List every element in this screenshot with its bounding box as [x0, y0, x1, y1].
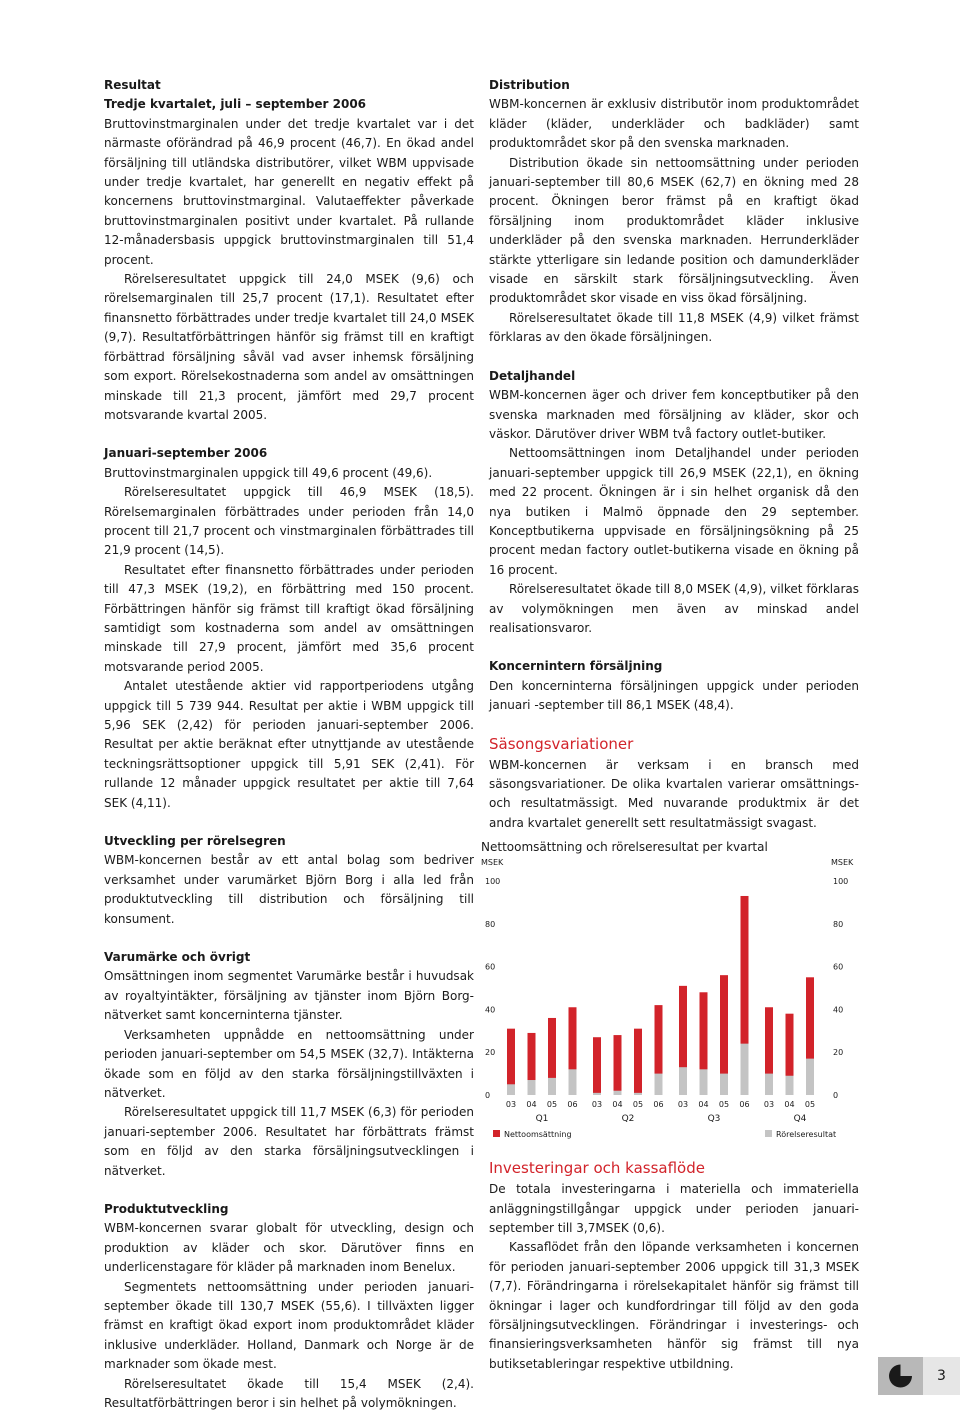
bar-rorelseresultat — [720, 1074, 728, 1095]
x-tick-year: 06 — [653, 1100, 664, 1110]
utveckling-heading: Utveckling per rörelsegren — [104, 834, 286, 849]
chart-svg — [481, 855, 861, 1140]
x-tick-quarter: Q3 — [707, 1114, 721, 1125]
y-axis-label-right: MSEK — [831, 858, 854, 868]
y-axis-label-left: MSEK — [481, 858, 504, 868]
legend-label-rorelseresultat: Rörelseresultat — [776, 1130, 837, 1140]
x-tick-year: 05 — [718, 1100, 730, 1110]
right-column — [481, 76, 859, 1374]
y-tick-left: 20 — [485, 1048, 496, 1058]
jan-sep-heading: Januari-september 2006 — [104, 446, 268, 461]
investeringar-heading: Investeringar och kassaflöde — [489, 1159, 705, 1178]
bar-rorelseresultat — [614, 1091, 622, 1095]
y-tick-left: 0 — [485, 1091, 491, 1101]
x-tick-year: 03 — [677, 1100, 689, 1110]
x-tick-year: 04 — [698, 1100, 709, 1110]
koncernintern-paragraph: Den koncerninterna försäljningen uppgick under perioden januari -september till 86,1 MSEK (48,4). — [489, 678, 859, 713]
bar-rorelseresultat — [569, 1070, 577, 1096]
produktutveckling-paragraph-3: Rörelseresultatet ökade till 15,4 MSEK (2,4). Resultatförbättringen beror i sin helhet på volymökningen. — [104, 1376, 474, 1410]
quarterly-chart — [481, 839, 859, 1140]
bar-rorelseresultat — [679, 1067, 687, 1095]
investeringar-paragraph-2: Kassaflödet från den löpande verksamheten i koncernen för perioden januari-september 2006 uppgick till 31,3 MSEK (7,7). Förändringarna i rörelsekapitalet hänför sig främst till ökningar i lager och kundfordringar till följd av den goda försäljningsutvecklingen. Förändringar i investerings- och finansieringsverksamheten hänför sig främst till nya butiksetableringar respektive utbildning. — [489, 1240, 859, 1371]
detaljhandel-paragraph-3: Rörelseresultatet ökade till 8,0 MSEK (4,9), vilket förklaras av volymökningen men även av minskad andel realisationsvaror. — [489, 582, 859, 635]
detaljhandel-heading: Detaljhandel — [489, 368, 576, 383]
distribution-paragraph-3: Rörelseresultatet ökade till 11,8 MSEK (4,9) vilket främst förklaras av den ökade försäljningen. — [489, 310, 859, 345]
x-tick-year: 05 — [546, 1100, 558, 1110]
y-tick-right: 100 — [833, 877, 849, 887]
y-tick-right: 80 — [833, 920, 844, 930]
varumarke-paragraph-2: Verksamheten uppnådde en nettoomsättning under perioden januari-september om 54,5 MSEK (32,7). Intäkterna ökade som en följd av den starka försäljningstillväxten i nätverket. — [104, 1027, 474, 1100]
y-tick-left: 40 — [485, 1005, 496, 1015]
x-tick-quarter: Q2 — [621, 1114, 635, 1125]
q3-heading: Tredje kvartalet, juli – september 2006 — [104, 97, 367, 112]
x-tick-quarter: Q1 — [535, 1114, 549, 1125]
bar-rorelseresultat — [634, 1093, 642, 1095]
bar-rorelseresultat — [507, 1085, 515, 1096]
bar-rorelseresultat — [593, 1093, 601, 1095]
x-tick-quarter: Q4 — [793, 1114, 807, 1125]
produktutveckling-paragraph-1: WBM-koncernen svarar globalt för utveckling, design och produktion av kläder och skor. Därutöver finns en underlicenstagare för kläder på marknaden inom Benelux. — [104, 1221, 474, 1275]
y-tick-left: 100 — [485, 877, 501, 887]
bar-nettoomsattning — [634, 1029, 642, 1095]
varumarke-heading: Varumärke och övrigt — [104, 950, 251, 965]
bar-rorelseresultat — [655, 1074, 663, 1095]
sasongsvariationer-heading: Säsongsvariationer — [489, 734, 634, 753]
x-tick-year: 04 — [526, 1100, 537, 1110]
detaljhandel-paragraph-2: Nettoomsättningen inom Detaljhandel under perioden januari-september uppgick till 26,9 MSEK (22,1), en ökning med 22 procent. Ökningen är i sin helhet organisk då den nya butiken i Malmö öppnade den 29 september. Konceptbutikerna uppvisade en försäljningsökning på 25 procent medan factory outlet-butikerna visade en ökning på 16 procent. — [489, 446, 859, 577]
varumarke-paragraph-3: Rörelseresultatet uppgick till 11,7 MSEK (6,3) för perioden januari-september 2006. Resultatet har förbättrats främst som en följd av den starka försäljningsutvecklingen i nätverket. — [104, 1105, 474, 1178]
produktutveckling-paragraph-2: Segmentets nettoomsättning under perioden januari-september ökade till 130,7 MSEK (55,6). I tillväxten ligger främst en kraftigt ökad export inom produktområdet kläder inklusive underkläder. Holland, Danmark och Norge är de marknader som ökade mest. — [104, 1279, 474, 1372]
bar-rorelseresultat — [806, 1059, 814, 1095]
page-number: 3 — [923, 1357, 960, 1395]
y-tick-right: 20 — [833, 1048, 844, 1058]
x-tick-year: 04 — [612, 1100, 623, 1110]
q3-paragraph-2: Rörelseresultatet uppgick till 24,0 MSEK (9,6) och rörelsemarginalen till 25,7 procent (17,1). Resultatet efter finansnetto förbättrades under tredje kvartalet till 24,0 MSEK (9,7). Resultatförbättringen hänför sig främst till en kraftigt förbättrad försäljning såväl vad avser inhemsk försäljning som export. Rörelsekostnaderna som andel av omsättningen minskade till 21,3 procent, jämfört med 29,7 procent motsvarande kvartal 2005. — [104, 272, 474, 422]
distribution-paragraph-1: WBM-koncernen är exklusiv distributör inom produktområdet kläder (kläder, underkläder och badkläder) samt produktområdet skor på den svenska marknaden. — [489, 97, 859, 151]
left-column — [104, 76, 474, 1413]
legend-swatch-nettoomsattning — [493, 1130, 500, 1137]
utveckling-paragraph: WBM-koncernen består av ett antal bolag som bedriver verksamhet under varumärket Björn Borg i alla led från produktutveckling till distribution och försäljning till konsument. — [104, 853, 474, 926]
jan-sep-paragraph-2: Rörelseresultatet uppgick till 46,9 MSEK (18,5). Rörelsemarginalen förbättrades under perioden från 14,0 procent till 21,7 procent och vinstmarginalen förbättrades till 21,9 procent (14,5). — [104, 485, 474, 558]
bar-rorelseresultat — [528, 1080, 536, 1095]
investeringar-paragraph-1: De totala investeringarna i materiella och immateriella anläggningstillgångar uppgick under perioden januari-september till 3,7MSEK (0,6). — [489, 1182, 859, 1236]
y-tick-left: 60 — [485, 962, 496, 972]
q3-paragraph-1: Bruttovinstmarginalen under det tredje kvartalet var i det närmaste oförändrad på 46,9 procent (46,7). En ökad andel försäljning till utländska distributörer, vilket WBM uppvisade under tredje kvartalet, har generellt en negativ effekt på koncernens bruttovinstmarginal. Valutaeffekter påverkade bruttovinstmarginalen positivt under kvartalet. På rullande 12-månadersbasis uppgick bruttovinstmarginalen till 51,4 procent. — [104, 116, 474, 267]
bar-rorelseresultat — [548, 1078, 556, 1095]
koncernintern-heading: Koncernintern försäljning — [489, 659, 663, 674]
logo-box — [878, 1357, 923, 1395]
y-tick-right: 60 — [833, 962, 844, 972]
chart-title: Nettoomsättning och rörelseresultat per kvartal — [481, 840, 768, 855]
jan-sep-paragraph-3: Resultatet efter finansnetto förbättrades under perioden till 47,3 MSEK (19,2), en förbättring med 150 procent. Förbättringen hänför sig främst till kraftigt ökad försäljning samtidigt som kostnaderna som andel av omsättningen minskade till 27,9 procent, jämfört med 35,6 procent motsvarande period 2005. — [104, 562, 474, 674]
x-tick-year: 06 — [739, 1100, 750, 1110]
x-tick-year: 04 — [784, 1100, 795, 1110]
resultat-heading: Resultat — [104, 78, 161, 92]
x-tick-year: 03 — [763, 1100, 775, 1110]
jan-sep-paragraph-1: Bruttovinstmarginalen uppgick till 49,6 procent (49,6). — [104, 465, 433, 480]
y-tick-right: 0 — [833, 1091, 839, 1101]
y-tick-left: 80 — [485, 920, 496, 930]
bar-rorelseresultat — [700, 1070, 708, 1096]
detaljhandel-paragraph-1: WBM-koncernen äger och driver fem konceptbutiker på den svenska marknaden med försäljning av kläder, skor och väskor. Därutöver driver WBM två factory outlet-butiker. — [489, 388, 859, 441]
bar-rorelseresultat — [741, 1044, 749, 1095]
jan-sep-paragraph-4: Antalet utestående aktier vid rapportperiodens utgång uppgick till 5 739 944. Resultat per aktie i WBM uppgick till 5,96 SEK (2,42) för perioden januari-september 2006. Resultat per aktie beräknat efter utnyttjande av utestående teckningsrättsoptioner uppgick till 5,91 SEK (2,41). För rullande 12 månader uppgick resultatet per aktie till 7,64 SEK (4,11). — [104, 679, 474, 810]
sasongsvariationer-paragraph: WBM-koncernen är verksam i en bransch med säsongsvariationer. De olika kvartalen varierar omsättnings- och resultatmässigt. Med nuvarande produktmix är det andra kvartalet generellt sett resultatmässigt svagast. — [489, 757, 859, 830]
distribution-paragraph-2: Distribution ökade sin nettoomsättning under perioden januari-september till 80,6 MSEK (62,7) en ökning med 28 procent. Ökningen beror främst på en kraftigt ökad försäljning inom produktområdet kläder inklusive underkläder på den svenska marknaden. Herrunderkläder stärkte ytterligare sin ledande position och damunderkläder visade en särskilt stark försäljningsutveckling. Även produktområdet skor visade en viss ökad försäljning. — [489, 155, 859, 306]
y-tick-right: 40 — [833, 1005, 844, 1015]
varumarke-paragraph-1: Omsättningen inom segmentet Varumärke består i huvudsak av royaltyintäkter, försäljning av tjänster inom Björn Borg-nätverket samt koncerninterna tjänster. — [104, 969, 474, 1023]
produktutveckling-heading: Produktutveckling — [104, 1201, 229, 1216]
x-tick-year: 05 — [804, 1100, 816, 1110]
legend-swatch-rorelseresultat — [765, 1130, 772, 1137]
distribution-heading: Distribution — [489, 78, 570, 92]
bar-rorelseresultat — [786, 1076, 794, 1095]
bar-nettoomsattning — [593, 1037, 601, 1095]
bar-rorelseresultat — [765, 1074, 773, 1095]
x-tick-year: 03 — [505, 1100, 517, 1110]
bar-nettoomsattning — [614, 1035, 622, 1095]
legend-label-nettoomsattning: Nettoomsättning — [504, 1130, 572, 1140]
x-tick-year: 06 — [567, 1100, 578, 1110]
x-tick-year: 05 — [632, 1100, 644, 1110]
x-tick-year: 03 — [591, 1100, 603, 1110]
footer-bar — [878, 1357, 960, 1395]
logo-icon — [878, 1357, 923, 1395]
